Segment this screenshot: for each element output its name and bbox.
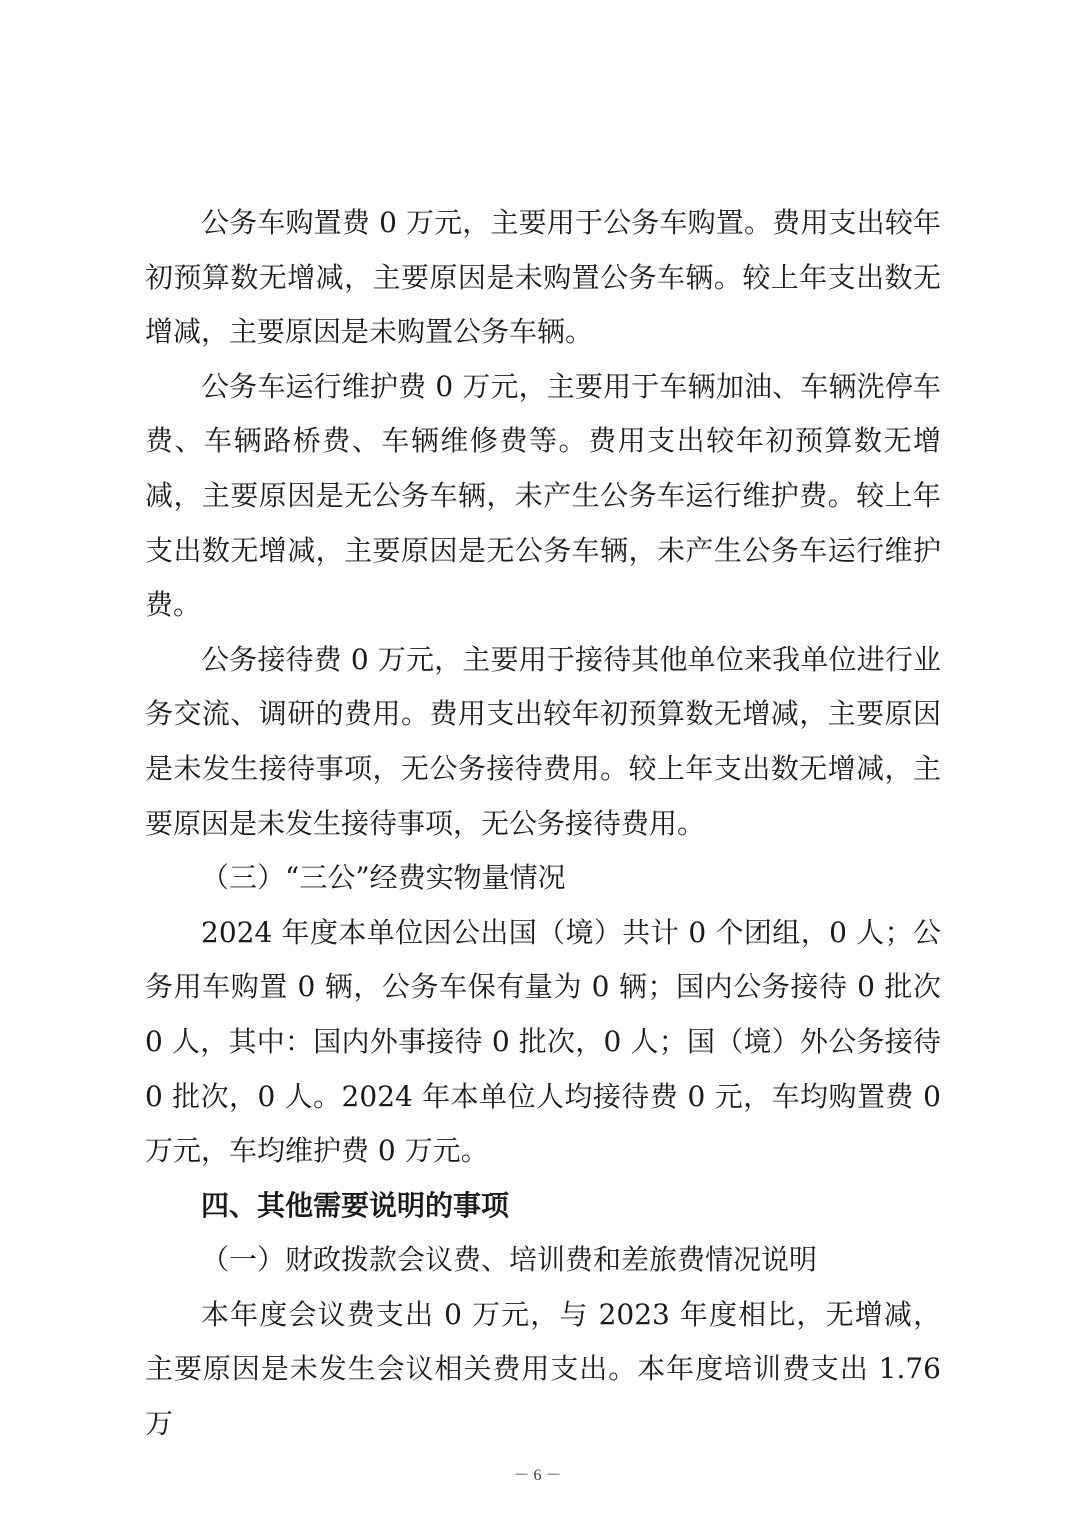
- paragraph-meeting-training: 本年度会议费支出 0 万元，与 2023 年度相比，无增减，主要原因是未发生会议相关费用支出。本年度培训费支出 1.76 万: [145, 1297, 941, 1441]
- page-number: － 6 －: [513, 1467, 562, 1484]
- paragraph-vehicle-maintenance: 公务车运行维护费 0 万元，主要用于车辆加油、车辆洗停车费、车辆路桥费、车辆维修费等。费用支出较年初预算数无增减，主要原因是无公务车辆，未产生公务车运行维护费。较上年支出数无增减，主要原因是无公务车辆，未产生公务车运行维护费。: [145, 369, 941, 622]
- section-4-heading: 四、其他需要说明的事项: [201, 1188, 510, 1222]
- paragraph-vehicle-purchase: 公务车购置费 0 万元，主要用于公务车购置。费用支出较年初预算数无增减，主要原因是未购置公务车辆。较上年支出数无增减，主要原因是未购置公务车辆。: [145, 206, 941, 349]
- paragraph-reception: 公务接待费 0 万元，主要用于接待其他单位来我单位进行业务交流、调研的费用。费用支出较年初预算数无增减，主要原因是未发生接待事项，无公务接待费用。较上年支出数无增减，主要原因是未发生接待事项，无公务接待费用。: [145, 642, 941, 840]
- section-4-1-heading: （一）财政拨款会议费、培训费和差旅费情况说明: [201, 1243, 818, 1277]
- section-3-heading: （三）“三公”经费实物量情况: [201, 861, 566, 895]
- document-page: [145, 196, 941, 1452]
- paragraph-physical-quantity: 2024 年度本单位因公出国（境）共计 0 个团组，0 人；公务用车购置 0 辆，公务车保有量为 0 辆；国内公务接待 0 批次 0 人，其中：国内外事接待 0 批次，0 人；国（境）外公务接待 0 批次，0 人。2024 年本单位人均接待费 0 元，车均购置费 0 万元，车均维护费 0 万元。: [145, 915, 941, 1168]
